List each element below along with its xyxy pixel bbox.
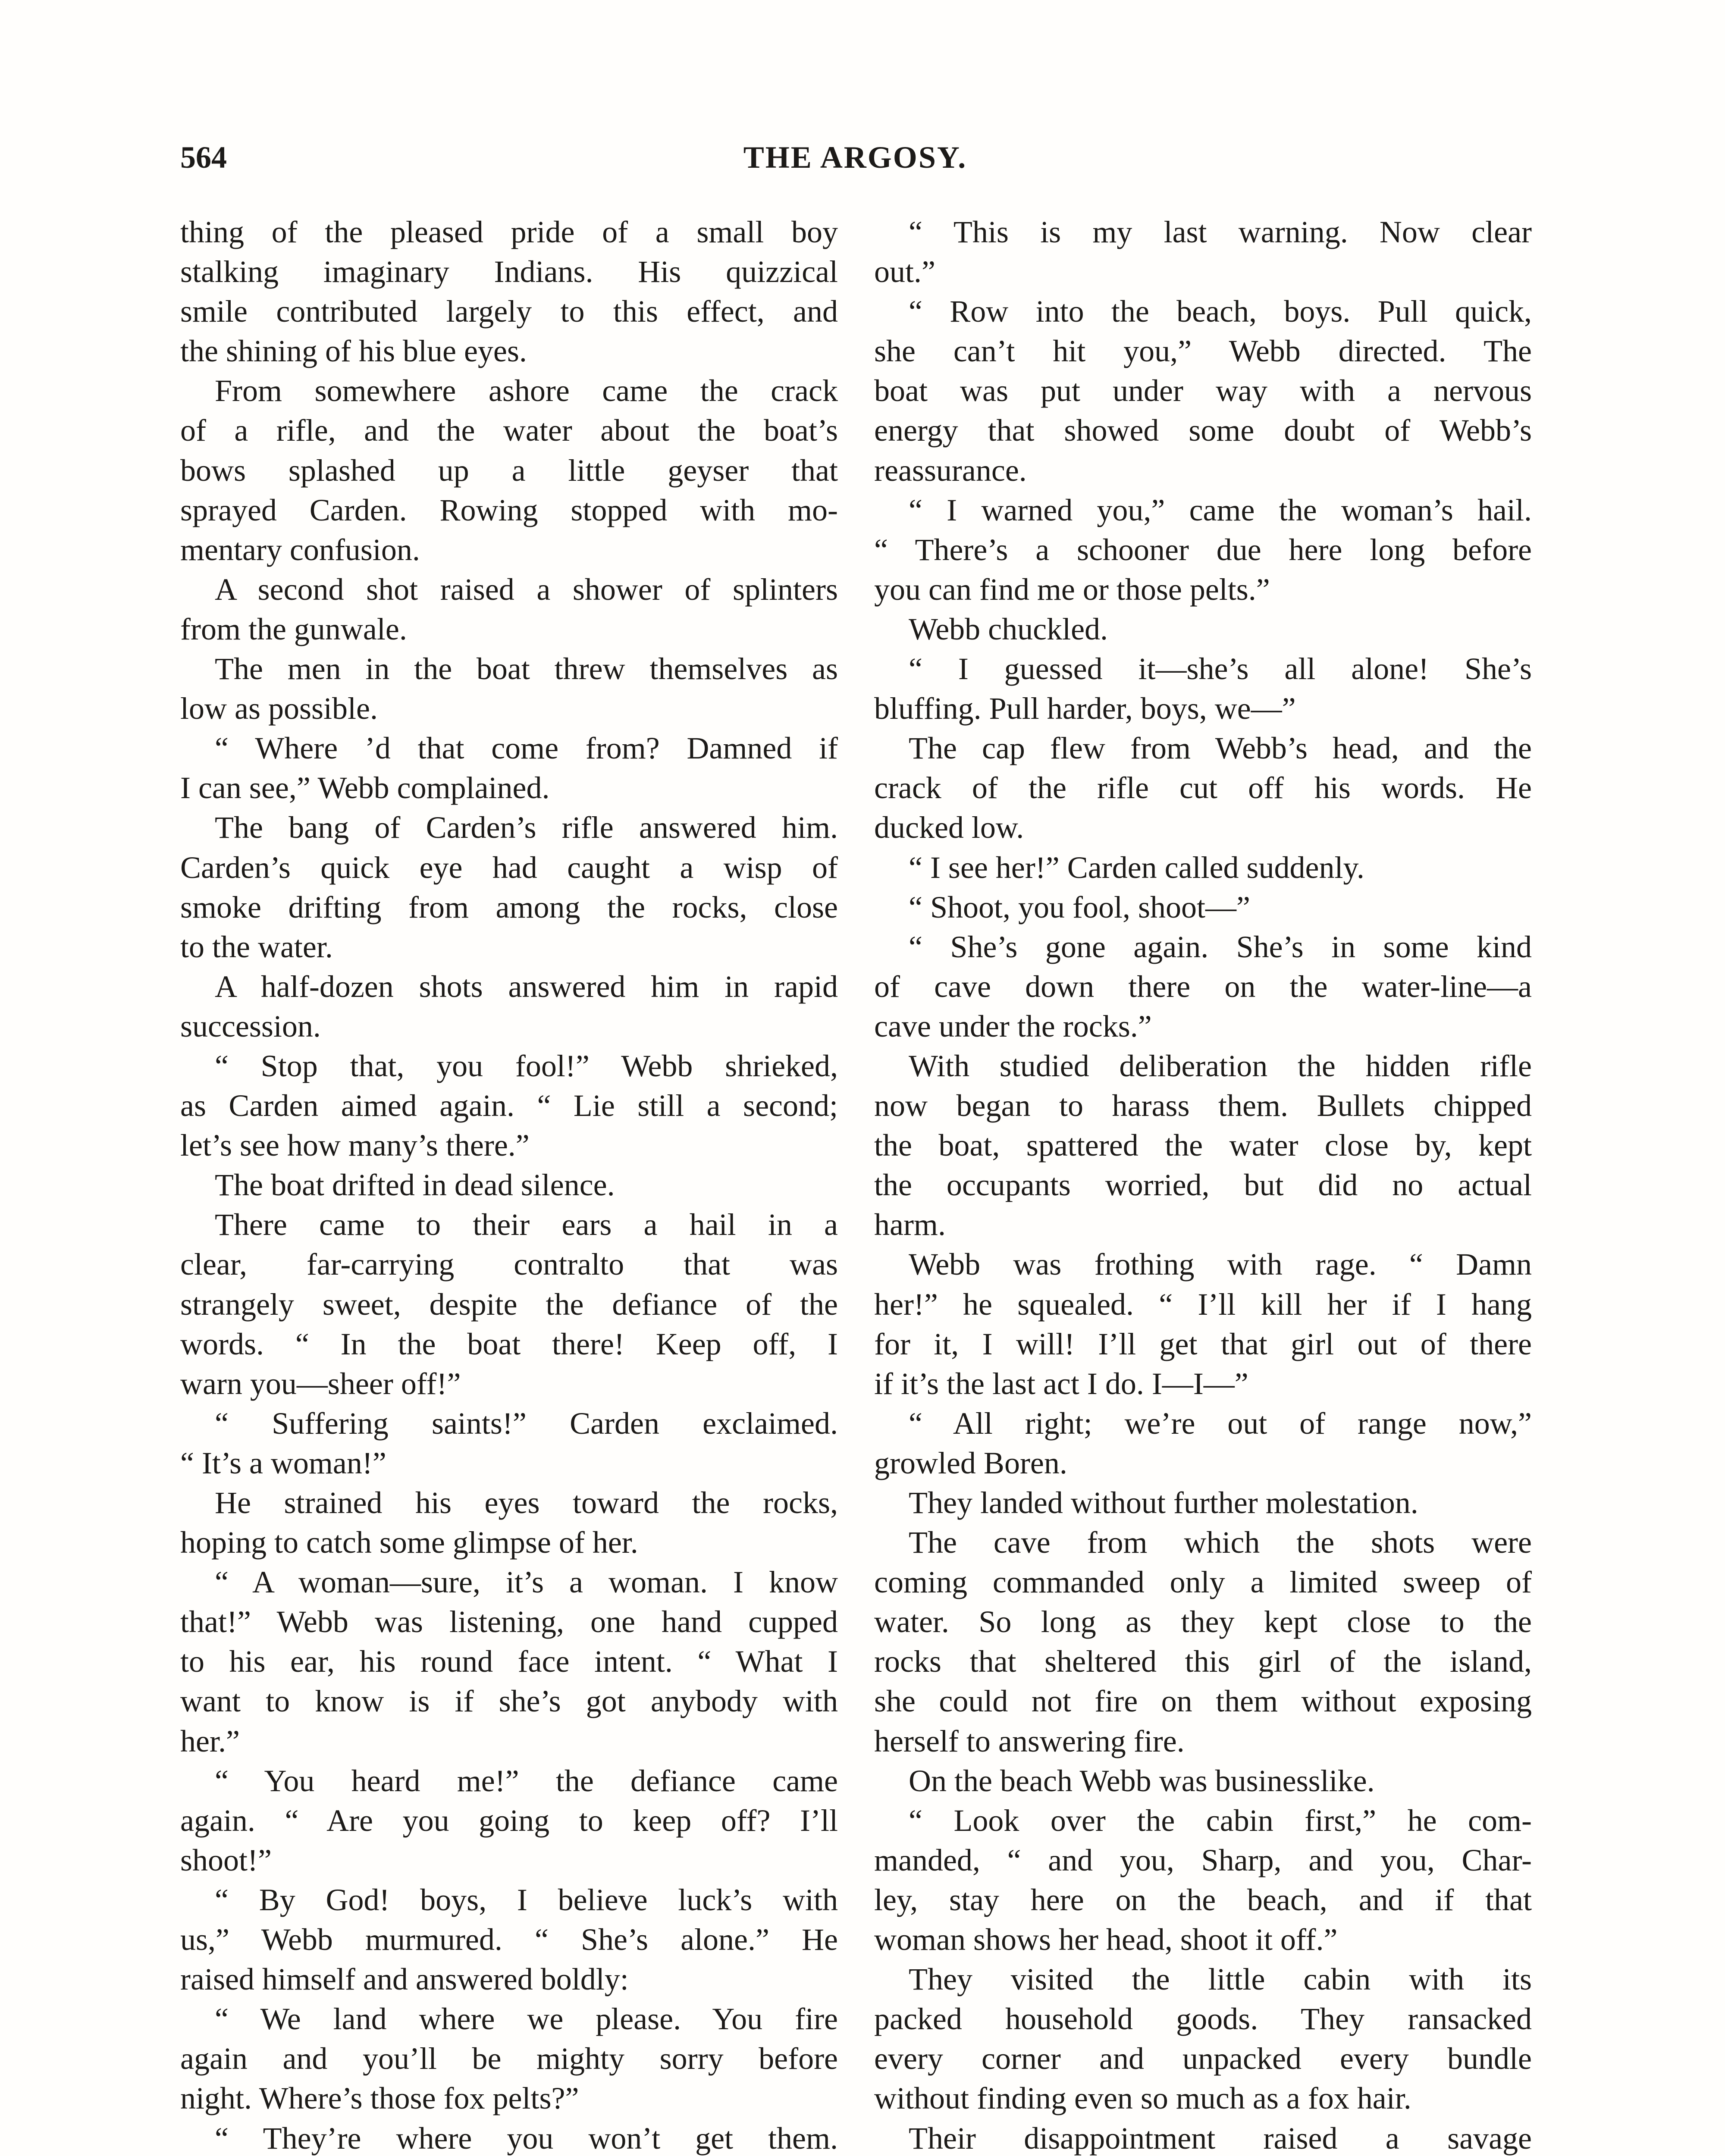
text-line: The bang of Carden’s rifle answered him. bbox=[215, 810, 838, 845]
text-line: “ Look over the cabin first,” he com- bbox=[909, 1803, 1532, 1838]
text-line: A second shot raised a shower of splinters bbox=[215, 572, 838, 607]
text-line: The cap flew from Webb’s head, and the bbox=[909, 731, 1532, 766]
text-line: rocks that sheltered this girl of the island, bbox=[874, 1644, 1532, 1679]
text-line: she could not fire on them without exposing bbox=[874, 1684, 1532, 1719]
text-line: “ Stop that, you fool!” Webb shrieked, bbox=[215, 1048, 838, 1083]
text-line: the shining of his blue eyes. bbox=[180, 334, 527, 369]
text-line: now began to harass them. Bullets chipped bbox=[874, 1088, 1532, 1123]
text-line: every corner and unpacked every bundle bbox=[874, 2041, 1532, 2076]
text-line: harm. bbox=[874, 1207, 946, 1242]
text-line: energy that showed some doubt of Webb’s bbox=[874, 413, 1532, 448]
text-line: smile contributed largely to this effect, and bbox=[180, 294, 838, 329]
text-line: They landed without further molestation. bbox=[909, 1485, 1418, 1520]
text-line: woman shows her head, shoot it off.” bbox=[874, 1922, 1338, 1957]
text-line: warn you—sheer off!” bbox=[180, 1366, 461, 1401]
text-line: ducked low. bbox=[874, 810, 1024, 845]
text-line: reassurance. bbox=[874, 453, 1027, 488]
text-line: if it’s the last act I do. I—I—” bbox=[874, 1366, 1248, 1401]
text-line: Carden’s quick eye had caught a wisp of bbox=[180, 850, 838, 885]
text-line: On the beach Webb was businesslike. bbox=[909, 1763, 1375, 1798]
text-line: raised himself and answered boldly: bbox=[180, 1962, 629, 1997]
text-line: as Carden aimed again. “ Lie still a second; bbox=[180, 1088, 838, 1123]
text-line: With studied deliberation the hidden rifle bbox=[909, 1048, 1532, 1083]
text-line: for it, I will! I’ll get that girl out of there bbox=[874, 1326, 1532, 1361]
text-line: ley, stay here on the beach, and if that bbox=[874, 1882, 1532, 1917]
text-line: to the water. bbox=[180, 929, 333, 964]
text-line: hoping to catch some glimpse of her. bbox=[180, 1525, 638, 1560]
text-line: “ I warned you,” came the woman’s hail. bbox=[909, 492, 1532, 527]
text-line: of a rifle, and the water about the boat’s bbox=[180, 413, 838, 448]
text-line: smoke drifting from among the rocks, close bbox=[180, 890, 838, 924]
text-line: “ This is my last warning. Now clear bbox=[909, 215, 1532, 249]
text-line: to his ear, his round face intent. “ What I bbox=[180, 1644, 838, 1679]
text-line: “ By God! boys, I believe luck’s with bbox=[215, 1882, 838, 1917]
text-line: words. “ In the boat there! Keep off, I bbox=[180, 1326, 838, 1361]
text-line: “ Row into the beach, boys. Pull quick, bbox=[909, 294, 1532, 329]
text-line: her!” he squealed. “ I’ll kill her if I hang bbox=[874, 1287, 1532, 1322]
text-line: Webb chuckled. bbox=[909, 611, 1108, 646]
text-line: water. So long as they kept close to the bbox=[874, 1604, 1532, 1639]
left-text-column bbox=[180, 212, 838, 2156]
text-line: “ All right; we’re out of range now,” bbox=[909, 1406, 1532, 1441]
text-line: strangely sweet, despite the defiance of the bbox=[180, 1287, 838, 1322]
text-line: sprayed Carden. Rowing stopped with mo- bbox=[180, 492, 838, 527]
text-line: I can see,” Webb complained. bbox=[180, 771, 550, 805]
text-line: coming commanded only a limited sweep of bbox=[874, 1565, 1532, 1600]
text-line: out.” bbox=[874, 254, 935, 289]
text-line: There came to their ears a hail in a bbox=[215, 1207, 838, 1242]
text-line: the occupants worried, but did no actual bbox=[874, 1168, 1532, 1203]
text-line: let’s see how many’s there.” bbox=[180, 1128, 530, 1163]
text-line: He strained his eyes toward the rocks, bbox=[215, 1485, 838, 1520]
text-line: bows splashed up a little geyser that bbox=[180, 453, 838, 488]
text-line: “ They’re where you won’t get them. bbox=[215, 2121, 838, 2156]
text-line: boat was put under way with a nervous bbox=[874, 373, 1532, 408]
text-line: low as possible. bbox=[180, 691, 378, 726]
text-line: bluffing. Pull harder, boys, we—” bbox=[874, 691, 1296, 726]
text-line: stalking imaginary Indians. His quizzical bbox=[180, 254, 838, 289]
text-line: again and you’ll be mighty sorry before bbox=[180, 2041, 838, 2076]
text-line: herself to answering fire. bbox=[874, 1724, 1185, 1758]
text-line: manded, “ and you, Sharp, and you, Char- bbox=[874, 1843, 1532, 1877]
text-line: night. Where’s those fox pelts?” bbox=[180, 2081, 579, 2116]
text-line: “ We land where we please. You fire bbox=[215, 2002, 838, 2037]
text-line: The men in the boat threw themselves as bbox=[215, 652, 838, 686]
page-number: 564 bbox=[180, 140, 227, 175]
text-line: without finding even so much as a fox hair. bbox=[874, 2081, 1411, 2116]
text-line: us,” Webb murmured. “ She’s alone.” He bbox=[180, 1922, 838, 1957]
text-line: of cave down there on the water-line—a bbox=[874, 969, 1532, 1004]
right-text-column bbox=[874, 212, 1532, 2156]
text-line: that!” Webb was listening, one hand cupped bbox=[180, 1604, 838, 1639]
text-line: packed household goods. They ransacked bbox=[874, 2002, 1532, 2037]
text-line: crack of the rifle cut off his words. He bbox=[874, 771, 1532, 805]
text-line: the boat, spattered the water close by, kept bbox=[874, 1128, 1532, 1163]
text-line: her.” bbox=[180, 1724, 240, 1758]
text-line: “ You heard me!” the defiance came bbox=[215, 1763, 838, 1798]
text-line: “ There’s a schooner due here long before bbox=[874, 532, 1532, 567]
text-line: The boat drifted in dead silence. bbox=[215, 1168, 615, 1203]
text-line: again. “ Are you going to keep off? I’ll bbox=[180, 1803, 838, 1838]
text-line: succession. bbox=[180, 1009, 321, 1044]
text-line: “ I guessed it—she’s all alone! She’s bbox=[909, 652, 1532, 686]
text-line: “ It’s a woman!” bbox=[180, 1445, 386, 1480]
text-line: growled Boren. bbox=[874, 1445, 1067, 1480]
text-line: “ Where ’d that come from? Damned if bbox=[215, 731, 838, 766]
text-line: shoot!” bbox=[180, 1843, 272, 1877]
text-line: “ A woman—sure, it’s a woman. I know bbox=[215, 1565, 838, 1600]
text-line: They visited the little cabin with its bbox=[909, 1962, 1532, 1997]
text-line: mentary confusion. bbox=[180, 532, 420, 567]
text-line: you can find me or those pelts.” bbox=[874, 572, 1270, 607]
text-line: she can’t hit you,” Webb directed. The bbox=[874, 334, 1532, 369]
text-line: “ I see her!” Carden called suddenly. bbox=[909, 850, 1364, 885]
text-line: from the gunwale. bbox=[180, 611, 407, 646]
text-line: “ She’s gone again. She’s in some kind bbox=[909, 929, 1532, 964]
text-line: “ Shoot, you fool, shoot—” bbox=[909, 890, 1250, 924]
text-line: “ Suffering saints!” Carden exclaimed. bbox=[215, 1406, 838, 1441]
text-line: Webb was frothing with rage. “ Damn bbox=[909, 1247, 1532, 1282]
magazine-title: THE ARGOSY. bbox=[743, 140, 967, 175]
text-line: Their disappointment raised a savage bbox=[909, 2121, 1532, 2156]
text-line: From somewhere ashore came the crack bbox=[215, 373, 838, 408]
page-header bbox=[180, 136, 1530, 179]
text-line: The cave from which the shots were bbox=[909, 1525, 1532, 1560]
text-line: clear, far-carrying contralto that was bbox=[180, 1247, 838, 1282]
text-line: A half-dozen shots answered him in rapid bbox=[215, 969, 838, 1004]
text-line: thing of the pleased pride of a small boy bbox=[180, 215, 838, 249]
text-line: want to know is if she’s got anybody with bbox=[180, 1684, 838, 1719]
text-line: cave under the rocks.” bbox=[874, 1009, 1152, 1044]
